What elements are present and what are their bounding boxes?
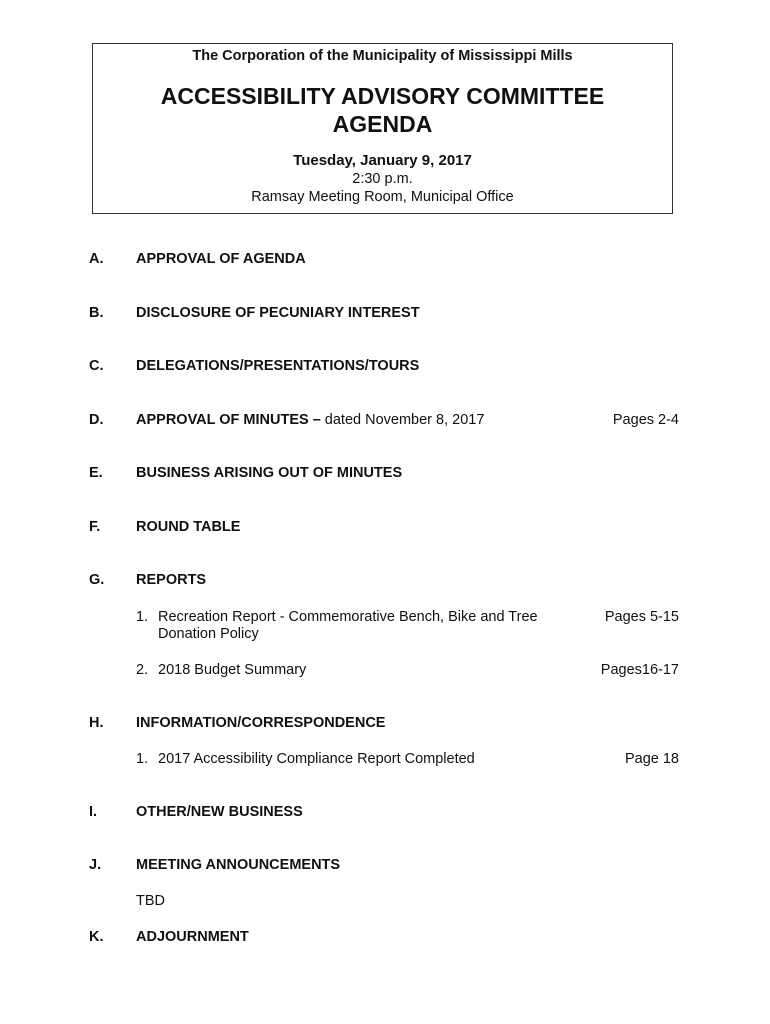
meeting-time: 2:30 p.m. (352, 171, 413, 187)
item-title: BUSINESS ARISING OUT OF MINUTES (136, 465, 403, 481)
sub-item-pages: Pages 5-15 (604, 609, 679, 625)
item-letter: E. (89, 465, 103, 481)
sub-item-text: 2018 Budget Summary (158, 662, 307, 678)
sub-item (0, 609, 770, 645)
agenda-item-b (0, 305, 770, 325)
item-note: TBD (136, 893, 165, 909)
item-title: APPROVAL OF AGENDA (136, 251, 306, 267)
item-letter: G. (89, 572, 105, 588)
item-letter: B. (89, 305, 104, 321)
agenda-item-e (0, 465, 770, 485)
item-letter: D. (89, 412, 104, 428)
item-letter: H. (89, 715, 104, 731)
sub-item-number: 1. (136, 609, 149, 625)
item-detail: dated November 8, 2017 (320, 412, 485, 428)
item-title: DELEGATIONS/PRESENTATIONS/TOURS (136, 358, 420, 374)
sub-item-number: 1. (136, 751, 149, 767)
agenda-title-line-1: ACCESSIBILITY ADVISORY COMMITTEE (160, 83, 605, 109)
agenda-item-g (0, 572, 770, 592)
agenda-item-j (0, 857, 770, 877)
agenda-item-a (0, 251, 770, 271)
item-title: DISCLOSURE OF PECUNIARY INTEREST (136, 305, 420, 321)
item-title: REPORTS (136, 572, 207, 588)
sub-item-number: 2. (136, 662, 149, 678)
item-letter: A. (89, 251, 104, 267)
item-letter: J. (89, 857, 102, 873)
meeting-location: Ramsay Meeting Room, Municipal Office (251, 189, 514, 205)
sub-item-text: 2017 Accessibility Compliance Report Completed (158, 751, 475, 767)
item-title: MEETING ANNOUNCEMENTS (136, 857, 341, 873)
agenda-item-d (0, 412, 770, 432)
agenda-header-box (92, 43, 673, 214)
agenda-title-line-2: AGENDA (332, 111, 433, 137)
item-letter: F. (89, 519, 101, 535)
sub-item-text: Recreation Report - Commemorative Bench, Bike and Tree Donation Policy (158, 609, 538, 642)
item-letter: K. (89, 929, 104, 945)
agenda-item-k (0, 929, 770, 949)
item-title: INFORMATION/CORRESPONDENCE (136, 715, 386, 731)
item-title: OTHER/NEW BUSINESS (136, 804, 303, 820)
item-title: ROUND TABLE (136, 519, 241, 535)
meeting-date: Tuesday, January 9, 2017 (293, 152, 472, 169)
sub-item (0, 662, 770, 680)
agenda-item-i (0, 804, 770, 824)
agenda-title (93, 82, 672, 138)
sub-item (0, 751, 770, 769)
item-title: ADJOURNMENT (136, 929, 249, 945)
sub-item-pages: Pages16-17 (600, 662, 679, 678)
item-pages: Pages 2-4 (612, 412, 679, 428)
item-title: APPROVAL OF MINUTES – (136, 412, 321, 428)
organization-name: The Corporation of the Municipality of Mississippi Mills (192, 48, 573, 64)
item-title-group (136, 412, 484, 428)
item-letter: C. (89, 358, 104, 374)
sub-item-pages: Page 18 (624, 751, 679, 767)
agenda-item-c (0, 358, 770, 378)
agenda-item-f (0, 519, 770, 539)
agenda-item-h (0, 715, 770, 735)
item-letter: I. (89, 804, 98, 820)
